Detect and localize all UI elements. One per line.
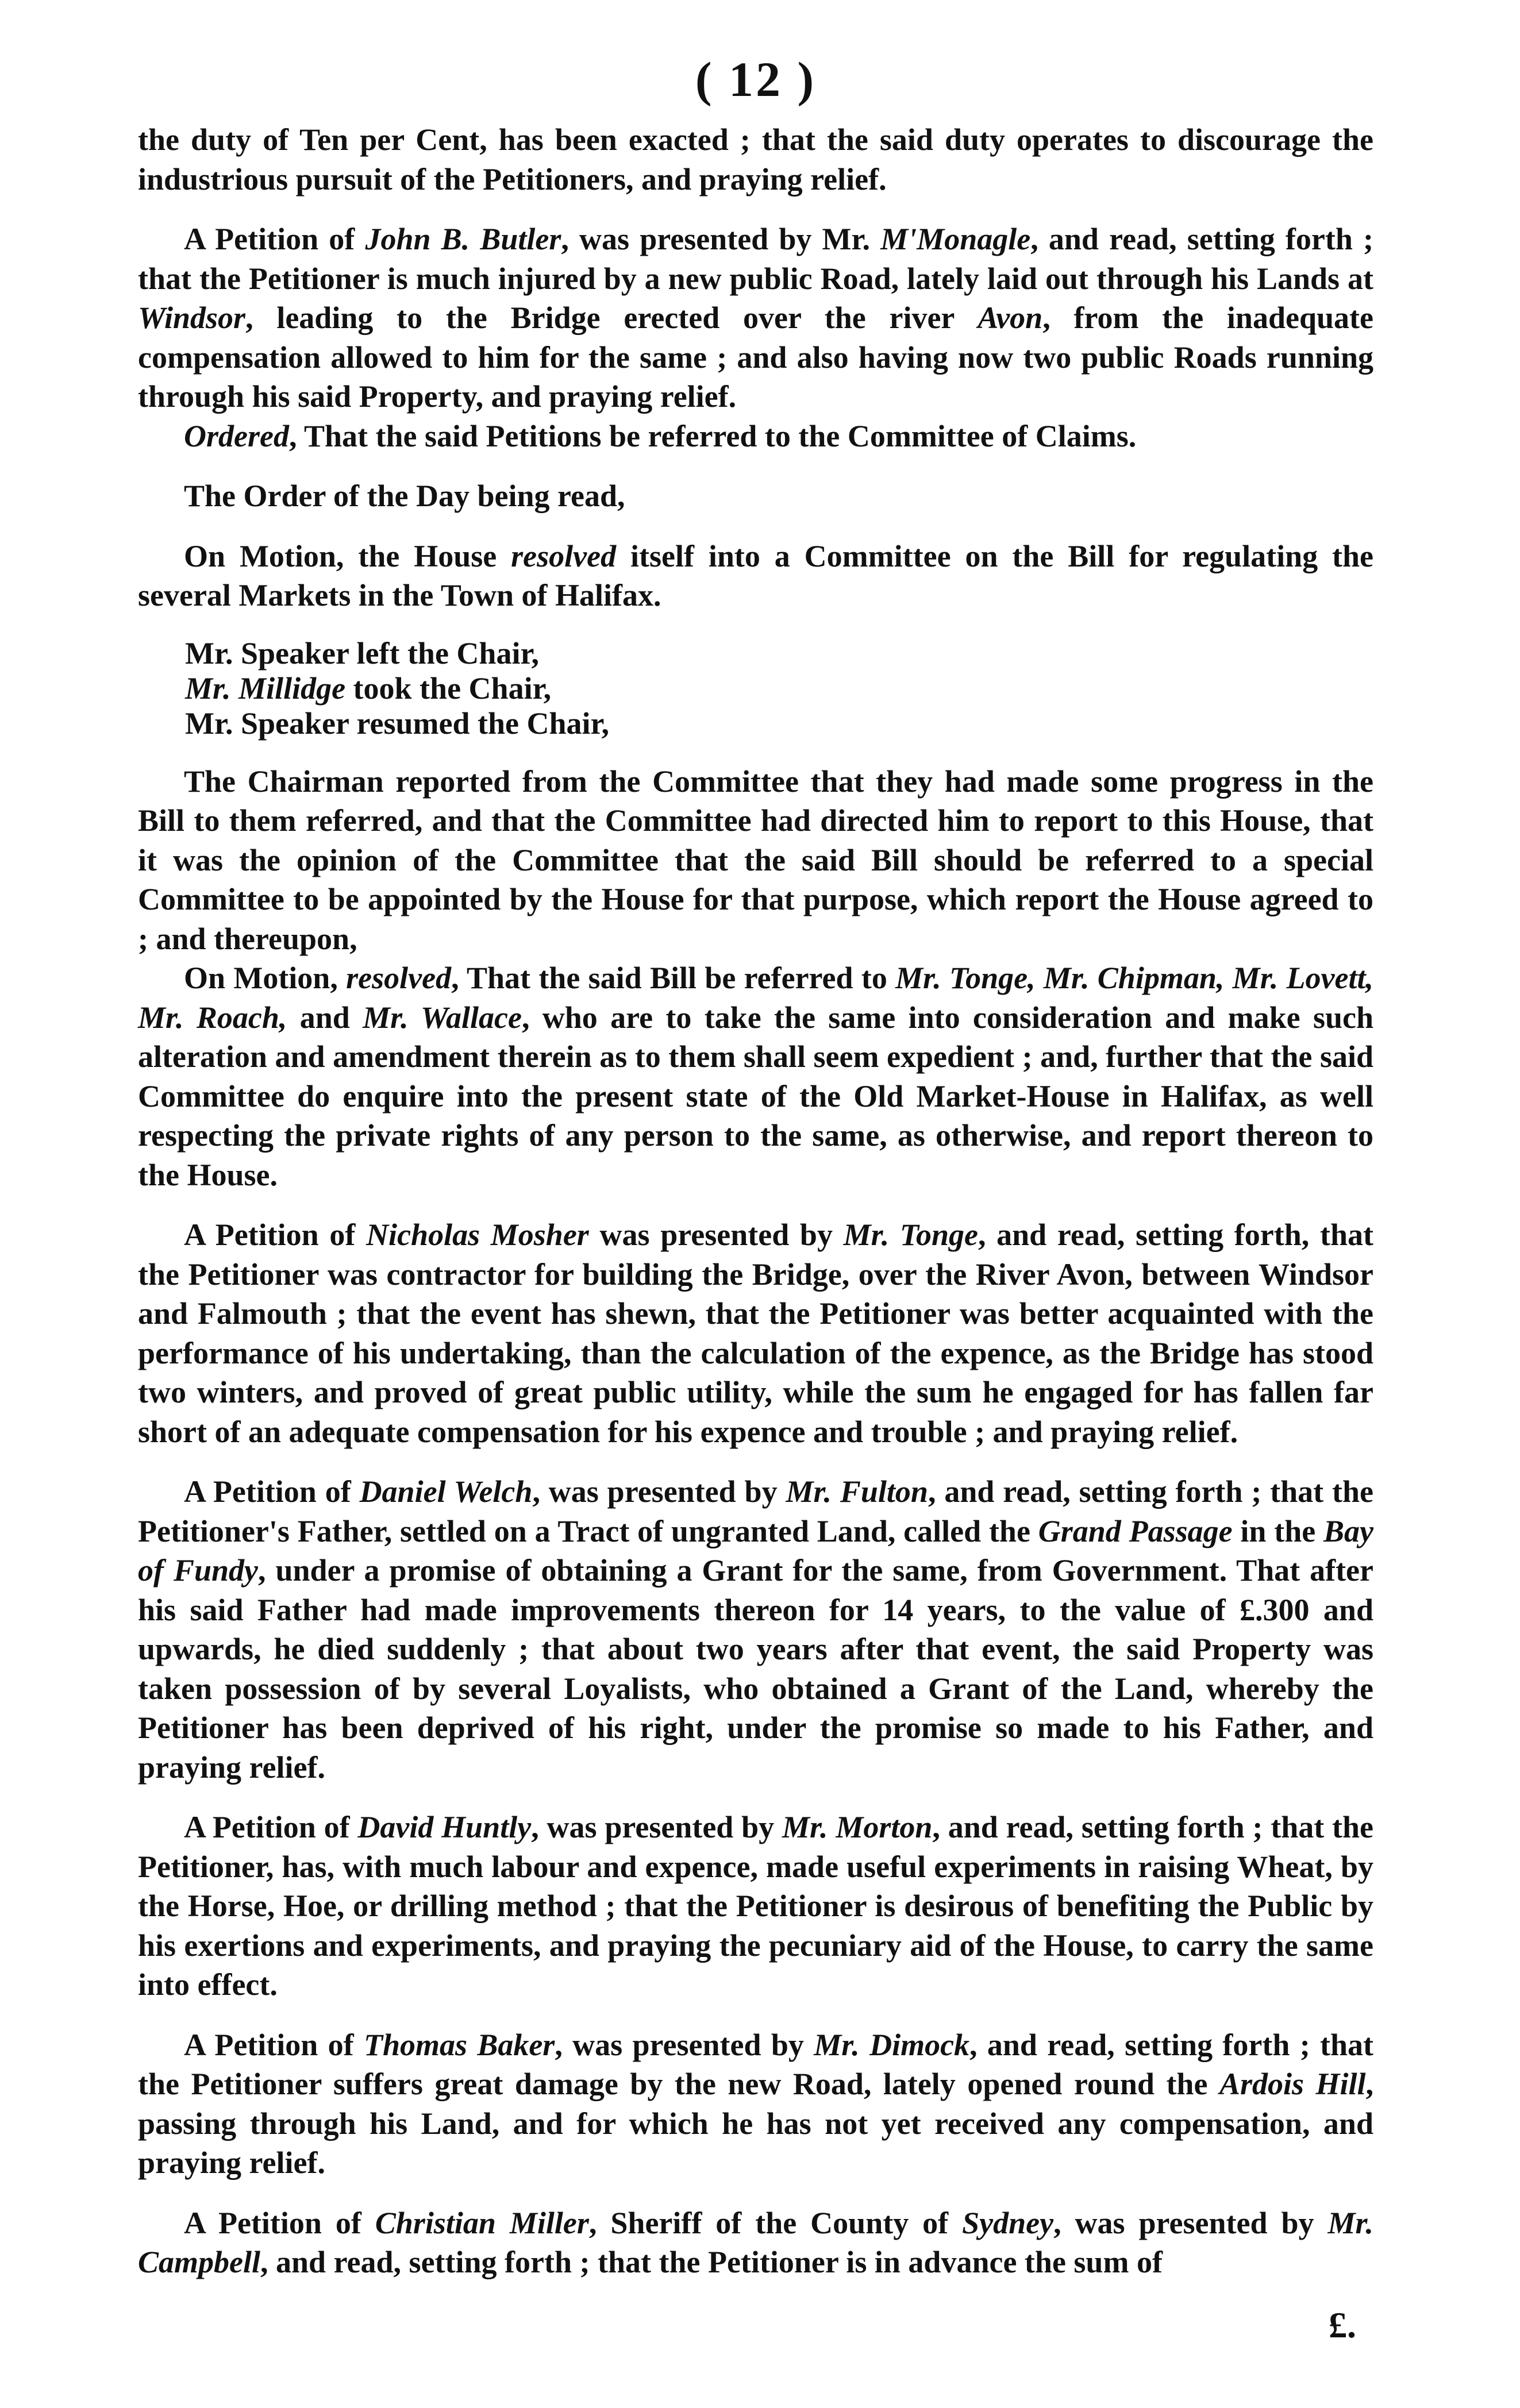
catchword: £. [1329,2305,1356,2345]
paragraph-p0 [138,120,1373,199]
paragraph-q3 [138,1215,1373,1451]
text-run: , and read, setting forth ; that the Petitioner is much injured by a new public Road, lately laid out through his Lands at [138,222,1373,296]
chair-line [185,636,1373,671]
text-run: and [287,1000,363,1035]
paragraph-p4 [138,537,1373,615]
italic-run: Grand Passage [1038,1513,1233,1548]
text-run: A Petition of [184,1810,358,1844]
text-run: Mr. Speaker left the Chair, [185,635,539,671]
italic-run: Bay of Fundy [138,1513,1374,1588]
text-run: , and read, setting forth ; that the Petitioner suffers great damage by the new Road, lately opened round the [138,2027,1373,2101]
page-number: ( 12 ) [695,52,817,107]
text-run: took the Chair, [345,671,552,706]
text-run: , from the inadequate compensation allowed to him for the same ; and also having now two public Roads running through his said Property, and praying relief. [138,300,1373,414]
text-run: , was presented by [532,1474,786,1509]
text-run: , under a promise of obtaining a Grant for the same, from Government. That after his said Father had made improvements thereon for 14 years, to the value of £.300 and upwards, he died suddenly ; that about two years after that event, the said Property was taken possession of by several Loyalists, who obtained a Grant of the Land, whereby the Petitioner has been deprived of his right, under the promise so made to his Father, and praying relief. [138,1553,1373,1785]
italic-run: Mr. Campbell [138,2205,1373,2279]
text-run: A Petition of [184,1218,367,1252]
italic-run: resolved [511,538,617,573]
italic-run: Ardois Hill [1219,2067,1366,2101]
text-run: , and read, setting forth ; that the Petitioner's Father, settled on a Tract of ungranted Land, called the [138,1474,1373,1548]
chair-line [185,706,1373,741]
chair-line [185,671,1373,706]
italic-run: David Huntly [357,1810,532,1844]
text-run: , passing through his Land, and for which he has not yet received any compensation, and praying relief. [138,2067,1374,2180]
italic-run: Mr. Fulton [786,1474,928,1509]
italic-run: John B. Butler [365,222,561,256]
text-run: A Petition of [184,2027,364,2062]
text-run: , That the said Petitions be referred to the Committee of Claims. [288,418,1137,453]
text-run: A Petition of [184,1474,360,1509]
text-run: , who are to take the same into consideration and make such alteration and amendment therein as to them shall seem expedient ; and, further that the said Committee do enquire into the present state of the Old Market-House in Halifax, as well respecting the private rights of any person to the same, as otherwise, and report thereon to the House. [138,1000,1373,1192]
italic-run: Nicholas Mosher [366,1218,589,1252]
text-run: The Chairman reported from the Committee that they had made some progress in the Bill to them referred, and that the Committee had directed him to report to this House, that it was the opinion of the Committee that the said Bill should be referred to a special Committee to be appointed by the House for that purpose, which report the House agreed to ; and thereupon, [138,764,1373,956]
text-run: in the [1232,1513,1324,1548]
text-run: Mr. Speaker resumed the Chair, [185,706,610,741]
text-run: On Motion, the House [184,538,511,573]
chair-proceedings [138,636,1373,741]
italic-run: resolved [346,961,452,995]
text-run: , and read, setting forth, that the Petitioner was contractor for building the Bridge, over the River Avon, between Windsor and Falmouth ; that the event has shewn, that the Petitioner was better acquainted with the performance of his undertaking, than the calculation of the expence, as the Bridge has stood two winters, and proved of great public utility, while the sum he engaged for has fallen far short of an adequate compensation for his expence and trouble ; and praying relief. [138,1218,1373,1449]
text-run: , That the said Bill be referred to [451,961,896,995]
italic-run: Mr. Tonge [843,1218,978,1252]
italic-run: Christian Miller [375,2205,589,2240]
paragraph-q4 [138,1472,1373,1787]
italic-run: Thomas Baker [363,2027,555,2062]
text-run: , and read, setting forth ; that the Petitioner, has, with much labour and expence, made useful experiments in raising Wheat, by the Horse, Hoe, or drilling method ; that the Petitioner is desirous of benefiting the Public by his exertions and experiments, and praying the pecuniary aid of the House, to carry the same into effect. [138,1810,1373,2002]
italic-run: Daniel Welch [359,1474,533,1509]
paragraph-p3 [138,476,1373,516]
italic-run: Windsor [138,300,246,335]
paragraph-p1 [138,219,1373,417]
paragraph-q2 [138,958,1373,1195]
text-run: was presented by [588,1218,844,1252]
text-run: On Motion, [184,961,347,995]
text-run: , was presented by [531,1810,782,1844]
italic-run: Sydney [962,2205,1054,2240]
text-run: A Petition of [184,222,365,256]
text-run: , was presented by [1053,2205,1328,2240]
text-block-lower [138,762,1373,2282]
text-run: , leading to the Bridge erected over the river [245,300,978,335]
italic-run: Mr. Dimock [814,2027,970,2062]
text-run: , was presented by [555,2027,814,2062]
text-block-upper [138,120,1373,615]
text-run: itself into a Committee on the Bill for regulating the several Markets in the Town of Halifax. [138,538,1373,612]
italic-run: Mr. Millidge [185,671,346,706]
paragraph-q7 [138,2203,1373,2282]
paragraph-q1 [138,762,1373,959]
text-run: A Petition of [184,2205,375,2240]
text-run: , was presented by Mr. [561,222,881,256]
paragraph-p2 [138,417,1373,456]
paragraph-q6 [138,2025,1373,2183]
text-run: The Order of the Day being read, [184,479,625,513]
text-run: , and read, setting forth ; that the Petitioner is in advance the sum of [260,2245,1163,2279]
italic-run: Avon [978,300,1043,335]
paragraph-q5 [138,1808,1373,2005]
italic-run: Mr. Tonge, Mr. Chipman, Mr. Lovett, Mr. Roach, [138,961,1373,1035]
italic-run: Mr. Morton [782,1810,933,1844]
text-run: the duty of Ten per Cent, has been exacted ; that the said duty operates to discourage the industrious pursuit of the Petitioners, and praying relief. [138,122,1373,197]
italic-run: Ordered [184,418,289,453]
italic-run: Mr. Wallace [363,1000,522,1035]
italic-run: M'Monagle [880,222,1031,256]
text-run: , Sheriff of the County of [588,2205,963,2240]
